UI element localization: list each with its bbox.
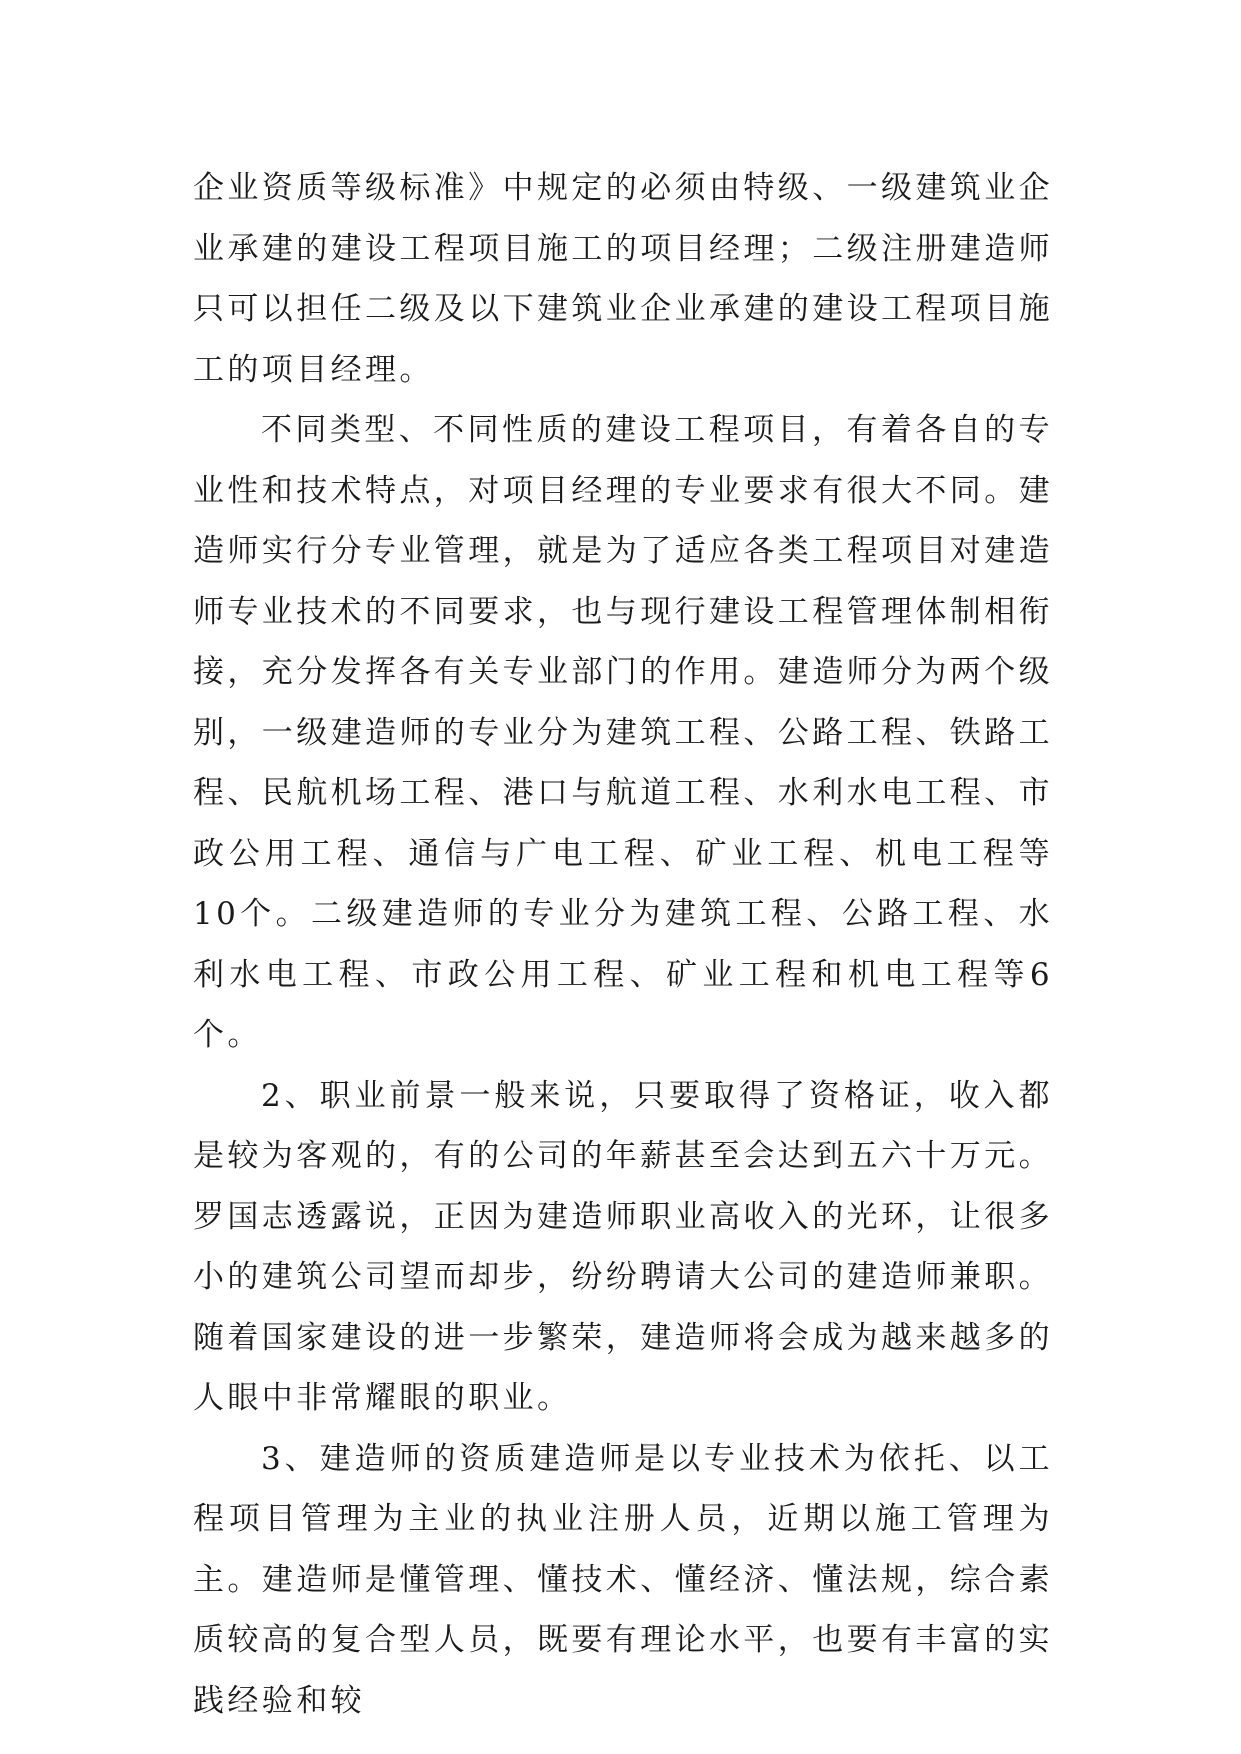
paragraph-career-prospects: 2、职业前景一般来说，只要取得了资格证，收入都是较为客观的，有的公司的年薪甚至会达到五六十万元。罗国志透露说，正因为建造师职业高收入的光环，让很多小的建筑公司望而却步，纷纷聘请大公司的建造师兼职。随着国家建设的进一步繁荣，建造师将会成为越来越多的人眼中非常耀眼的职业。	[193, 1077, 1053, 1416]
paragraph-specialty-management: 不同类型、不同性质的建设工程项目，有着各自的专业性和技术特点，对项目经理的专业要求有很大不同。建造师实行分专业管理，就是为了适应各类工程项目对建造师专业技术的不同要求，也与现行建设工程管理体制相衔接，充分发挥各有关专业部门的作用。建造师分为两个级别，一级建造师的专业分为建筑工程、公路工程、铁路工程、民航机场工程、港口与航道工程、水利水电工程、市政公用工程、通信与广电工程、矿业工程、机电工程等10个。二级建造师的专业分为建筑工程、公路工程、水利水电工程、市政公用工程、矿业工程和机电工程等6个。	[193, 412, 1053, 1053]
document-body	[193, 158, 1053, 1731]
paragraph-builder-qualifications: 3、建造师的资质建造师是以专业技术为依托、以工程项目管理为主业的执业注册人员，近期以施工管理为主。建造师是懂管理、懂技术、懂经济、懂法规，综合素质较高的复合型人员，既要有理论水平，也要有丰富的实践经验和较	[193, 1440, 1053, 1719]
paragraph-qualification-continuation: 企业资质等级标准》中规定的必须由特级、一级建筑业企业承建的建设工程项目施工的项目经理；二级注册建造师只可以担任二级及以下建筑业企业承建的建设工程项目施工的项目经理。	[193, 170, 1053, 388]
